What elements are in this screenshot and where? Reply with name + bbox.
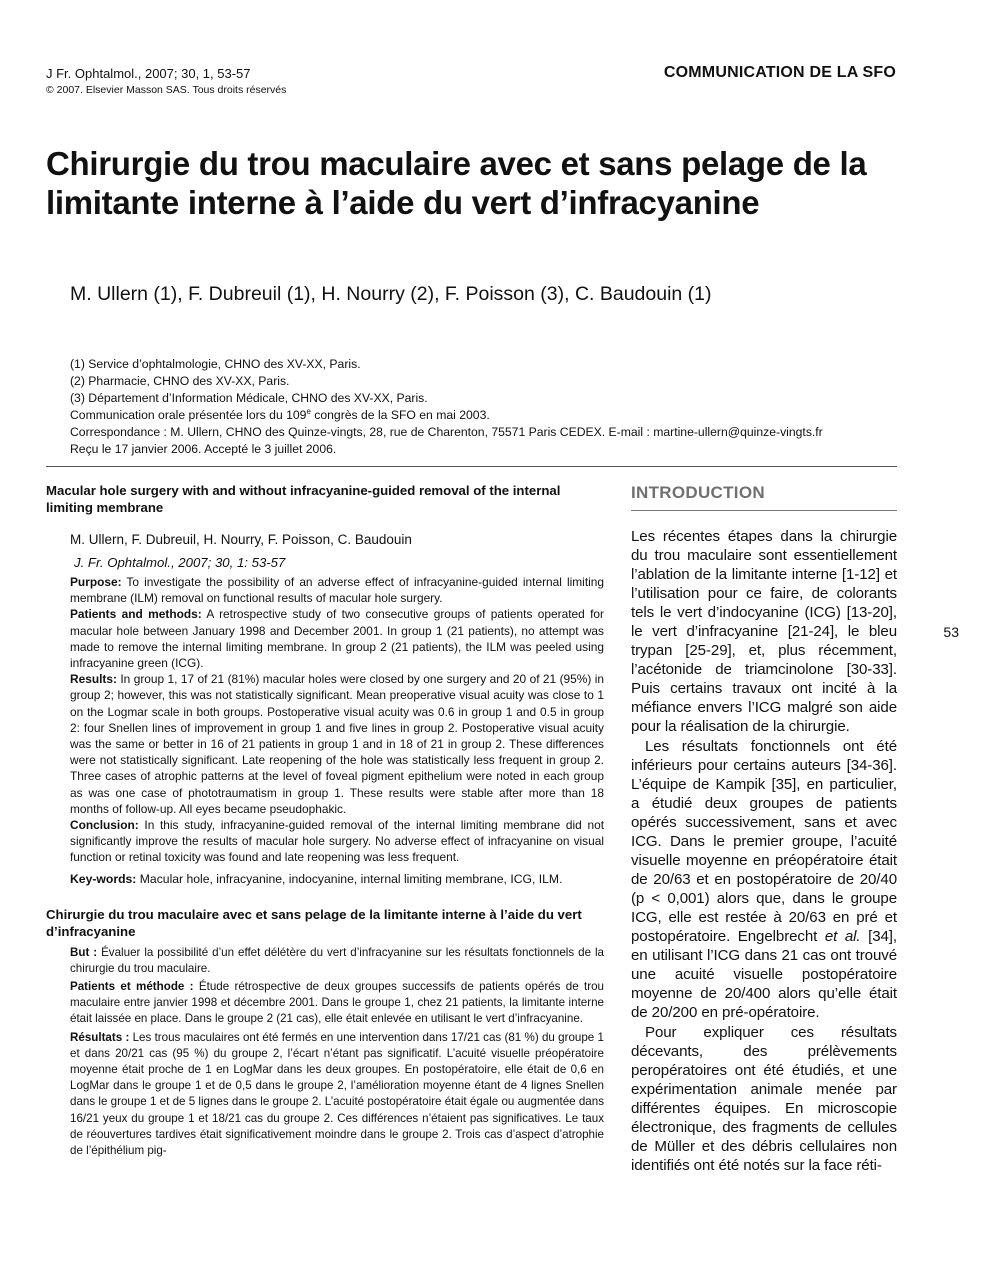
article-title: Chirurgie du trou maculaire avec et sans pelage de la limitante interne à l’aide du vert d’infracyanine	[46, 145, 867, 221]
english-abstract-citation: J. Fr. Ophtalmol., 2007; 30, 1: 53-57	[74, 555, 286, 570]
affiliation-1: (1) Service d’ophtalmologie, CHNO des XV-XX, Paris.	[70, 357, 361, 371]
resume-methode: Patients et méthode : Étude rétrospective de deux groupes successifs de patients opérés de trou maculaire entre janvier 1998 et décembre 2001. Dans le groupe 1, chez 21 patients, la limitante interne était laissée en place. Dans le groupe 2 (21 cas), elle était enlevée en utilisant le vert d’infracyanine.	[70, 980, 604, 1026]
introduction-column	[631, 482, 897, 1176]
correspondence: Correspondance : M. Ullern, CHNO des Quinze-vingts, 28, rue de Charenton, 75571 Paris CEDEX. E-mail : martine-ullern@quinze-vingts.fr	[70, 425, 823, 439]
abstract-conclusion: Conclusion: In this study, infracyanine-guided removal of the internal limiting membrane did not significantly improve the results of macular hole surgery. No adverse effect of infracyanine on visual function or retinal toxicity was found and late reopening was less frequent.	[70, 818, 604, 865]
introduction-paragraph-3: Pour expliquer ces résultats décevants, des prélèvements peropératoires ont été étudiés, et une expérimentation animale menée par différentes équipes. En microscopie électronique, des fragments de cellules de Müller et des débris cellulaires non identifiés ont été notés sur la face réti-	[631, 1024, 897, 1174]
english-abstract-title: Macular hole surgery with and without infracyanine-guided removal of the internal limiting membrane	[46, 483, 561, 515]
resume-resultats: Résultats : Les trous maculaires ont été fermés en une intervention dans 17/21 cas (81 %) du groupe 1 et dans 20/21 cas (95 %) du groupe 2, l’écart n’étant pas significatif. L’acuité visuelle préopératoire moyenne était proche de 1 en LogMar dans les deux groupes. En postopératoire, elle était de 0,6 en LogMar dans le groupe 1 et de 0,5 dans le groupe 2, l’amélioration moyenne étant de 4 lignes Snellen dans le groupe 1 et de 5 lignes dans le groupe 2. L’acuité postopératoire était égale ou augmentée dans 16/21 yeux du groupe 1 et 18/21 cas du groupe 2. Ces différences n’étaient pas significatives. Le taux de réouvertures tardives était significativement moindre dans le groupe 2. Trois cas d’aspect d’atrophie de l’épithélium pig-	[70, 1030, 604, 1158]
abstract-purpose: Purpose: To investigate the possibility of an adverse effect of infracyanine-guided internal limiting membrane (ILM) removal on functional results of macular hole surgery.	[70, 575, 604, 606]
communication-note: Communication orale présentée lors du 109e congrès de la SFO en mai 2003.	[70, 406, 490, 422]
resume-but: But : Évaluer la possibilité d’un effet délétère du vert d’infracyanine sur les résultats fonctionnels de la chirurgie du trou maculaire.	[70, 945, 604, 975]
introduction-heading: INTRODUCTION	[631, 483, 765, 502]
received-dates: Reçu le 17 janvier 2006. Accepté le 3 juillet 2006.	[70, 442, 337, 456]
affiliation-2: (2) Pharmacie, CHNO des XV-XX, Paris.	[70, 374, 290, 388]
affiliations	[70, 356, 930, 458]
abstract-column	[46, 482, 604, 1161]
abstract-results: Results: In group 1, 17 of 21 (81%) macular holes were closed by one surgery and 20 of 21 (95%) in group 2; however, this was not statistically significant. Mean preoperative visual acuity was close to 1 on the Logmar scale in both groups. Postoperative visual acuity was 0.6 in group 1 and 0.5 in group 2: four Snellen lines of improvement in group 1 and five lines in group 2. Postoperative visual acuity was the same or better in 16 of 21 patients in group 1 and in 18 of 21 in group 2. These differences were not statistically significant. Late reopening of the hole was statistically less frequent in group 2. Three cases of atrophic patterns at the level of foveal pigment epithelium were noted in each group as was one case of phototraumatism in group 1. These results were stable after more than 18 months of follow-up. All eyes became pseudophakic.	[70, 672, 604, 816]
copyright-notice: © 2007. Elsevier Masson SAS. Tous droits réservés	[46, 84, 287, 96]
introduction-paragraph-1: Les récentes étapes dans la chirurgie du trou maculaire sont essentiellement l’ablation de la limitante interne [1-12] et l’utilisation pour ce faire, de colorants tels le vert d’indocyanine (ICG) [13-20], le vert d’infracyanine [21-24], le bleu trypan [25-29], et, plus récemment, l’acétonide de triamcinolone [30-33]. Puis certains travaux ont incité à la méfiance envers l’ICG malgré son aide pour la réalisation de la chirurgie.	[631, 528, 897, 735]
author-list: M. Ullern (1), F. Dubreuil (1), H. Nourry (2), F. Poisson (3), C. Baudouin (1)	[70, 283, 712, 305]
introduction-rule	[631, 510, 897, 511]
abstract-keywords: Key-words: Macular hole, infracyanine, indocyanine, internal limiting membrane, ICG, ILM.	[70, 871, 563, 886]
affiliation-3: (3) Département d’Information Médicale, CHNO des XV-XX, Paris.	[70, 391, 428, 405]
header-divider	[46, 466, 897, 467]
english-abstract-authors: M. Ullern, F. Dubreuil, H. Nourry, F. Poisson, C. Baudouin	[70, 532, 412, 547]
abstract-methods: Patients and methods: A retrospective study of two consecutive groups of patients operated for macular hole between January 1998 and December 2001. In group 1 (21 patients), no attempt was made to remove the internal limiting membrane. In group 2 (21 patients), the ILM was peeled using infracyanine green (ICG).	[70, 607, 604, 671]
journal-reference: J Fr. Ophtalmol., 2007; 30, 1, 53-57	[46, 66, 251, 81]
section-label: COMMUNICATION DE LA SFO	[663, 64, 896, 81]
page-number: 53	[943, 624, 959, 640]
french-abstract-title: Chirurgie du trou maculaire avec et sans pelage de la limitante interne à l’aide du vert d’infracyanine	[46, 906, 582, 939]
introduction-paragraph-2: Les résultats fonctionnels ont été inférieurs pour certains auteurs [34-36]. L’équipe de Kampik [35], en particulier, a étudié deux groupes de patients opérés successivement, sans et avec ICG. Dans le premier groupe, l’acuité visuelle moyenne en préopératoire était de 20/63 et en postopératoire de 20/40 (p < 0,001) alors que, dans le groupe ICG, elle est restée à 20/63 en pré et postopératoire. Engelbrecht et al. [34], en utilisant l’ICG dans 21 cas ont trouvé une acuité visuelle postopératoire moyenne de 20/400 alors qu’elle était de 20/200 en pré-opératoire.	[631, 738, 897, 1021]
